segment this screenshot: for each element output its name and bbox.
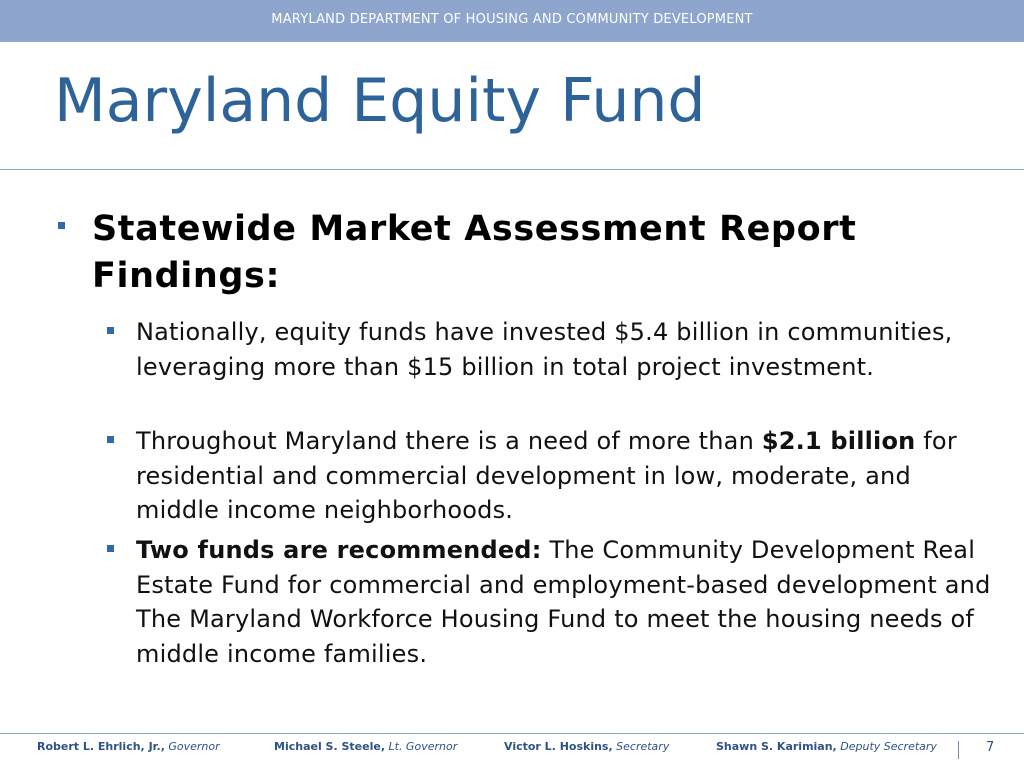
official-role: Lt. Governor [388, 740, 458, 753]
official-role: Deputy Secretary [840, 740, 937, 753]
official-role: Secretary [616, 740, 670, 753]
page-number: 7 [986, 740, 995, 755]
finding-2-text-post: for residential and commercial development in low, moderate, and middle income neighborhoods. [136, 427, 957, 524]
finding-3-text: The Community Development Real Estate Fund for commercial and employment-based development and The Maryland Workforce Housing Fund to meet the housing needs of middle income families. [136, 536, 991, 668]
sub-bullet-icon [107, 436, 114, 443]
footer-official-2 [274, 740, 457, 753]
official-name: Shawn S. Karimian, [716, 740, 837, 753]
official-name: Victor L. Hoskins, [504, 740, 613, 753]
finding-2-amount: $2.1 billion [761, 427, 916, 455]
header-org-name: MARYLAND DEPARTMENT OF HOUSING AND COMMUNITY DEVELOPMENT [271, 12, 753, 27]
finding-item-1 [136, 315, 996, 384]
title-divider [0, 169, 1024, 170]
finding-3-lead: Two funds are recommended: [136, 536, 542, 564]
header-bar [0, 0, 1024, 42]
finding-item-2 [136, 424, 996, 528]
finding-1-text: Nationally, equity funds have invested $5.4 billion in communities, leveraging more than $15 billion in total project investment. [136, 318, 953, 381]
official-role: Governor [168, 740, 220, 753]
footer-divider [0, 733, 1024, 734]
official-name: Robert L. Ehrlich, Jr., [37, 740, 165, 753]
page-number-divider [958, 741, 959, 759]
finding-item-3 [136, 533, 996, 671]
official-name: Michael S. Steele, [274, 740, 385, 753]
footer-official-1 [37, 740, 220, 753]
finding-2-text-pre: Throughout Maryland there is a need of more than [136, 427, 762, 455]
slide-title: Maryland Equity Fund [54, 66, 706, 136]
footer-official-4 [716, 740, 937, 753]
sub-bullet-icon [107, 327, 114, 334]
footer-official-3 [504, 740, 669, 753]
section-heading: Statewide Market Assessment Report Findings: [92, 209, 857, 296]
heading-bullet-icon [58, 222, 65, 229]
sub-bullet-icon [107, 545, 114, 552]
